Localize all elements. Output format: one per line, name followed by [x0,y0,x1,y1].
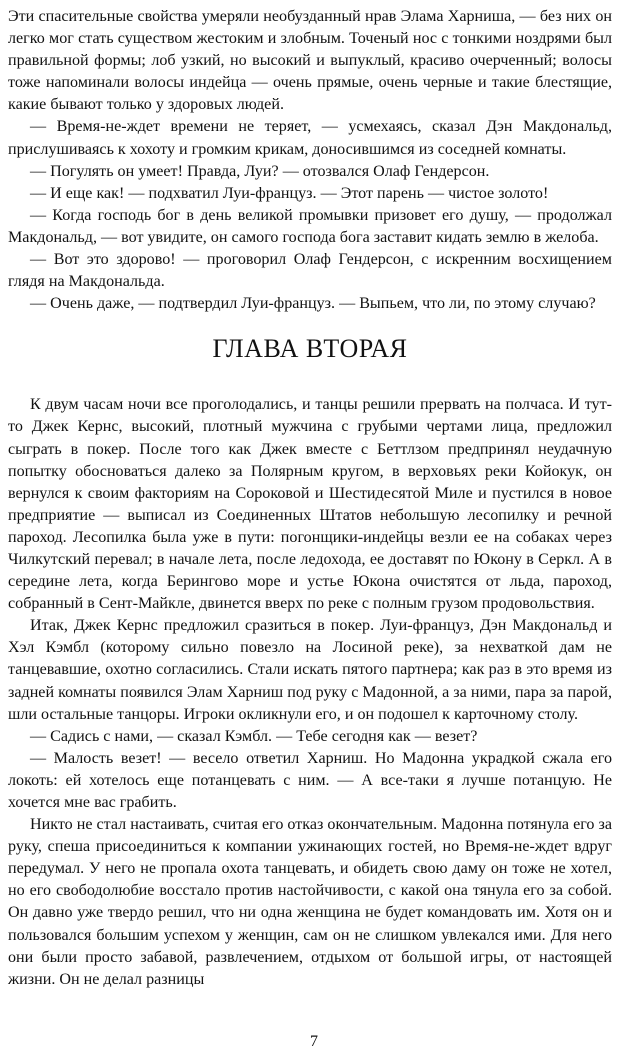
paragraph: К двум часам ночи все проголодались, и танцы решили прервать на полчаса. И тут-то Джек Кернс, высокий, плотный мужчина с грубыми чертами лица, предложил сыграть в покер. После того как Джек вместе с Беттлзом предпринял неудачную попытку обосноваться далеко за Полярным кругом, в верховьях реки Койокук, он вернулся к своим факториям на Сороковой и Шестидесятой Миле и пустился в новое предприятие — выписал из Соединенных Штатов небольшую лесопилку и речной пароход. Лесопилка была уже в пути: погонщики-индейцы везли ее на собаках через Чилкутский перевал; в начале лета, после ледохода, ее доставят по Юкону в Серкл. А в середине лета, когда Берингово море и устье Юкона очистятся от льда, пароход, собранный в Сент-Майкле, двинется вверх по реке с полным грузом продовольствия. [8,396,612,613]
paragraph: Итак, Джек Кернс предложил сразиться в покер. Луи-француз, Дэн Макдональд и Хэл Кэмбл (которому сильно повезло на Лосиной реке), за нехваткой дам не танцевавшие, охотно согласились. Стали искать пятого партнера; как раз в это время из задней комнаты появился Элам Харниш под руку с Мадонной, а за ними, пара за парой, шли остальные танцоры. Игроки окликнули его, и он подошел к карточному столу. [8,617,612,723]
page-number: 7 [310,1033,318,1050]
paragraph: — Время-не-ждет времени не теряет, — усмехаясь, сказал Дэн Макдональд, прислушиваясь к хохоту и громким крикам, доносившимся из соседней комнаты. [8,118,612,158]
paragraph: Эти спасительные свойства умеряли необузданный нрав Элама Харниша, — без них он легко мог стать существом жестоким и злобным. Точеный нос с тонкими ноздрями был правильной формы; лоб узкий, но высокий и выпуклый, красиво очерченный; волосы тоже напоминали волосы индейца — очень прямые, очень черные и такие блестящие, какие бывают только у здоровых людей. [8,8,612,114]
book-page [8,6,612,991]
paragraph: — Садись с нами, — сказал Кэмбл. — Тебе сегодня как — везет? [30,727,478,745]
paragraph: — Вот это здорово! — проговорил Олаф Гендерсон, с искренним восхищением глядя на Макдональда. [8,251,612,291]
paragraph: — Малость везет! — весело ответил Харниш. Но Мадонна украдкой сжала его локоть: ей хотелось еще потанцевать с ним. — А все-таки я лучше потанцую. Не хочется мне вас грабить. [8,749,612,811]
paragraph: Никто не стал настаивать, считая его отказ окончательным. Мадонна потянула его за руку, спеша присоединиться к компании ужинающих гостей, но Время-не-ждет вдруг передумал. У него не пропала охота танцевать, и обидеть свою даму он тоже не хотел, но его свободолюбие восстало против настойчивости, с какой она тянула его за собой. Он давно уже твердо решил, что ни одна женщина не будет командовать им. Хотя он и пользовался большим успехом у женщин, сам он не слишком увлекался ими. Для него они были просто забавой, развлечением, отдыхом от большой игры, от настоящей жизни. Он не делал разницы [8,816,612,988]
paragraph: — И еще как! — подхватил Луи-француз. — Этот парень — чистое золото! [30,184,549,202]
paragraph: — Очень даже, — подтвердил Луи-француз. — Выпьем, что ли, по этому случаю? [30,295,596,313]
paragraph: — Когда господь бог в день великой промывки призовет его душу, — продолжал Макдональд, — вот увидите, он самого господа бога заставит кидать землю в желоба. [8,206,612,246]
chapter-title: ГЛАВА ВТОРАЯ [212,334,408,364]
paragraph: — Погулять он умеет! Правда, Луи? — отозвался Олаф Гендерсон. [30,162,490,180]
